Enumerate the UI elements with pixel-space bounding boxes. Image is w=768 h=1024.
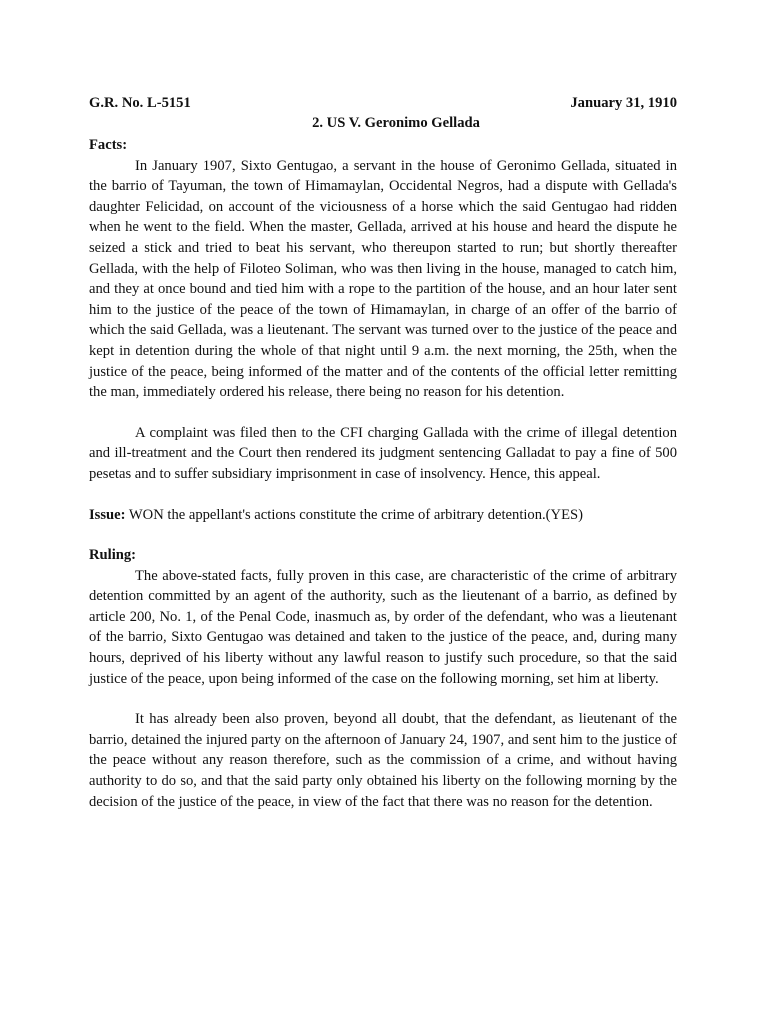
document-page [89, 93, 677, 812]
case-title: 2. US V. Geronimo Gellada [312, 115, 480, 131]
issue-label: Issue: [89, 506, 126, 523]
facts-heading: Facts: [89, 137, 128, 153]
paragraph-spacer [89, 403, 677, 423]
facts-paragraph-1: In January 1907, Sixto Gentugao, a servant in the house of Geronimo Gellada, situated in the barrio of Tayuman, the town of Himamaylan, Occidental Negros, had a dispute with Gellada's daughter Felicidad, on account of the viciousness of a horse which the said Gentugao had ridden when he went to the field. When the master, Gellada, arrived at his house and heard the dispute he seized a stick and tried to beat his servant, who thereupon started to run; but shortly thereafter Gellada, with the help of Filoteo Soliman, who was then living in the house, managed to catch him, and they at once bound and tied him with a rope to the partition of the house, and an hour later sent him to the justice of the peace of the town of Himamaylan, in charge of an offer of the barrio of which the said Gellada, was a lieutenant. The servant was turned over to the justice of the peace and kept in detention during the whole of that night until 9 a.m. the next morning, the 25th, when the justice of the peace, being informed of the matter and of the contents of the official letter remitting the man, immediately ordered his release, there being no reason for his detention. [89, 157, 677, 401]
issue-line [89, 505, 677, 526]
paragraph-spacer [89, 525, 677, 545]
decision-date: January 31, 1910 [570, 95, 677, 111]
gr-number: G.R. No. L-5151 [89, 95, 191, 111]
ruling-paragraph-1: The above-stated facts, fully proven in this case, are characteristic of the crime of arbitrary detention committed by an agent of the authority, such as the lieutenant of a barrio, as defined by article 200, No. 1, of the Penal Code, inasmuch as, by order of the defendant, who was a lieutenant of the barrio, Sixto Gentugao was detained and taken to the justice of the peace, and, during many hours, deprived of his liberty without any lawful reason to justify such procedure, so that the said justice of the peace, upon being informed of the case on the following morning, set him at liberty. [89, 567, 677, 687]
issue-text: WON the appellant's actions constitute the crime of arbitrary detention.(YES) [125, 506, 583, 523]
paragraph-spacer [89, 485, 677, 505]
paragraph-spacer [89, 689, 677, 709]
ruling-paragraph-2: It has already been also proven, beyond all doubt, that the defendant, as lieutenant of the barrio, detained the injured party on the afternoon of January 24, 1907, and sent him to the justice of the peace without any reason therefore, such as the commission of a crime, and without having authority to do so, and that the said party only obtained his liberty on the following morning by the decision of the justice of the peace, in view of the fact that there was no reason for the detention. [89, 711, 677, 810]
case-header [89, 93, 677, 113]
facts-paragraph-2: A complaint was filed then to the CFI charging Gallada with the crime of illegal detention and ill-treatment and the Court then rendered its judgment sentencing Galladat to pay a fine of 500 pesetas and to suffer subsidiary imprisonment in case of insolvency. Hence, this appeal. [89, 424, 677, 482]
ruling-heading: Ruling: [89, 547, 137, 564]
